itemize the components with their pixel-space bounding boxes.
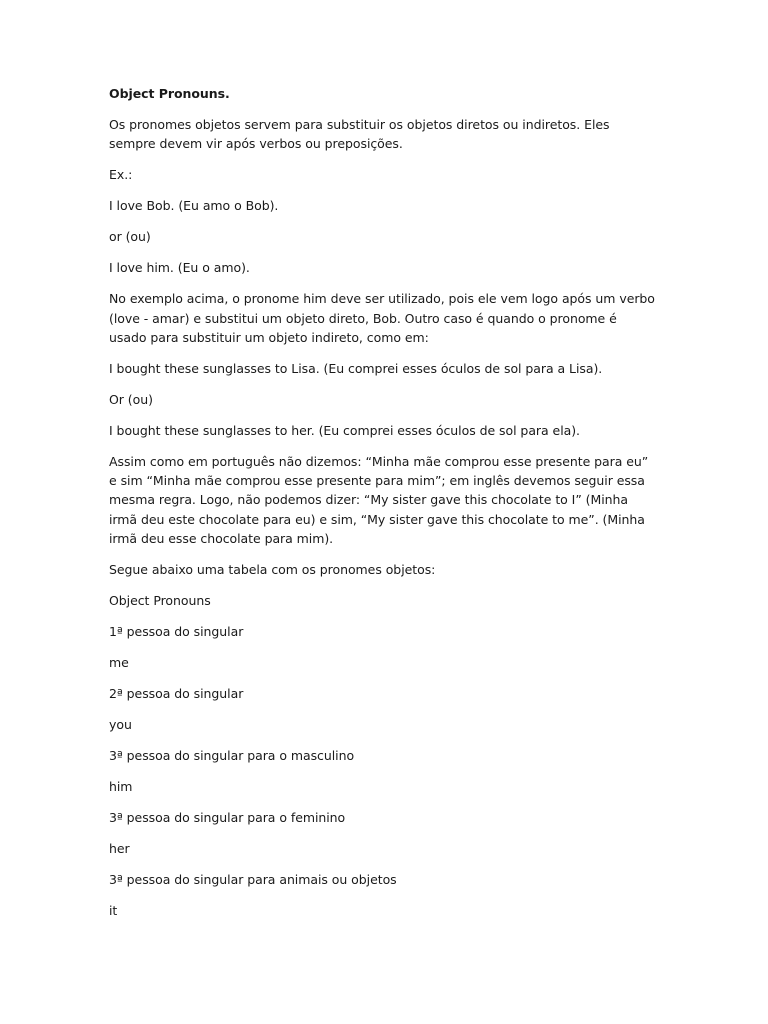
- or-separator: or (ou): [109, 229, 151, 245]
- example-sentence: I bought these sunglasses to her. (Eu comprei esses óculos de sol para ela).: [109, 422, 580, 438]
- pronoun-value: him: [109, 778, 133, 794]
- pronoun-person-label: 2ª pessoa do singular: [109, 685, 244, 701]
- pronoun-value: her: [109, 840, 130, 856]
- or-separator: Or (ou): [109, 391, 153, 407]
- pronoun-person-label: 1ª pessoa do singular: [109, 623, 244, 639]
- table-heading: Object Pronouns: [109, 592, 211, 608]
- pronoun-person-label: 3ª pessoa do singular para animais ou objetos: [109, 871, 397, 887]
- pronoun-value: it: [109, 902, 118, 918]
- pronoun-value: me: [109, 654, 129, 670]
- example-label: Ex.:: [109, 167, 133, 183]
- pronoun-person-label: 3ª pessoa do singular para o masculino: [109, 747, 355, 763]
- example-sentence: I bought these sunglasses to Lisa. (Eu comprei esses óculos de sol para a Lisa).: [109, 360, 603, 376]
- table-intro: Segue abaixo uma tabela com os pronomes objetos:: [109, 561, 436, 577]
- pronoun-value: you: [109, 716, 132, 732]
- example-sentence: I love Bob. (Eu amo o Bob).: [109, 198, 279, 214]
- comparison-paragraph: Assim como em português não dizemos: “Minha mãe comprou esse presente para eu” e sim “Minha mãe comprou esse presente para mim”; em inglês devemos seguir essa mesma regra. Logo, não podemos dizer: “My sister gave this chocolate to I” (Minha irmã deu este chocolate para eu) e sim, “My sister gave this chocolate to me”. (Minha irmã deu esse chocolate para mim).: [109, 453, 649, 546]
- document-title: Object Pronouns.: [109, 86, 230, 101]
- explanation-paragraph: No exemplo acima, o pronome him deve ser utilizado, pois ele vem logo após um verbo (love - amar) e substitui um objeto direto, Bob. Outro caso é quando o pronome é usado para substituir um objeto indireto, como em:: [109, 291, 655, 345]
- pronoun-person-label: 3ª pessoa do singular para o feminino: [109, 809, 346, 825]
- intro-paragraph: Os pronomes objetos servem para substituir os objetos diretos ou indiretos. Eles sempre devem vir após verbos ou preposições.: [109, 116, 610, 152]
- example-sentence: I love him. (Eu o amo).: [109, 260, 250, 276]
- document-body: [109, 84, 657, 932]
